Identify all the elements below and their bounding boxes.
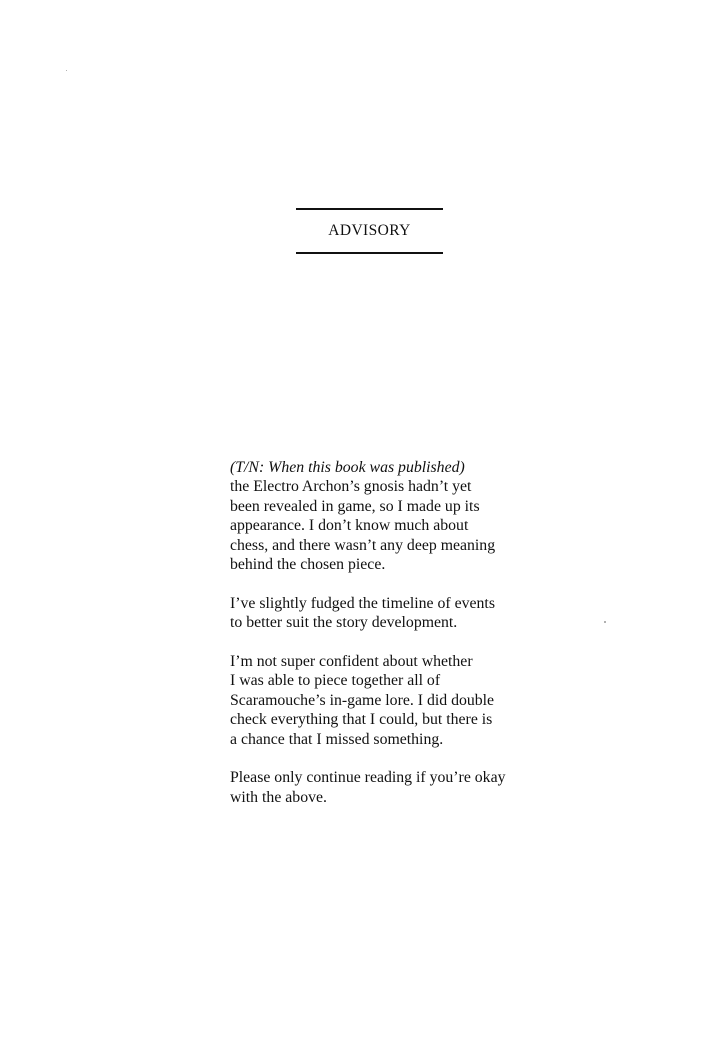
text-line: I was able to piece together all of [230,672,441,690]
text-line: I’ve slightly fudged the timeline of events [230,594,495,612]
text-line: check everything that I could, but there is [230,711,493,729]
advisory-body [230,458,530,827]
text-line: with the above. [230,788,327,806]
text-line: to better suit the story development. [230,614,458,632]
text-line: Scaramouche’s in-game lore. I did double [230,691,495,709]
text-line: been revealed in game, so I made up its [230,497,480,515]
text-line: Please only continue reading if you’re okay [230,769,506,787]
text-line: (T/N: When this book was published) [230,459,465,476]
text-line: the Electro Archon’s gnosis hadn’t yet [230,478,472,496]
text-line: behind the chosen piece. [230,556,386,574]
paragraph-translator-note [230,458,530,574]
paragraph-continue [230,768,530,807]
paragraph-lore [230,652,530,749]
text-line: I’m not super confident about whether [230,653,473,671]
scan-speck [604,621,606,623]
bottom-rule [296,252,443,254]
advisory-heading-block [296,208,443,254]
text-line: chess, and there wasn’t any deep meaning [230,536,496,554]
text-line: appearance. I don’t know much about [230,517,469,535]
paragraph-timeline [230,594,530,633]
text-line: a chance that I missed something. [230,730,444,748]
page-title: ADVISORY [328,222,411,239]
scan-speck [66,70,67,71]
